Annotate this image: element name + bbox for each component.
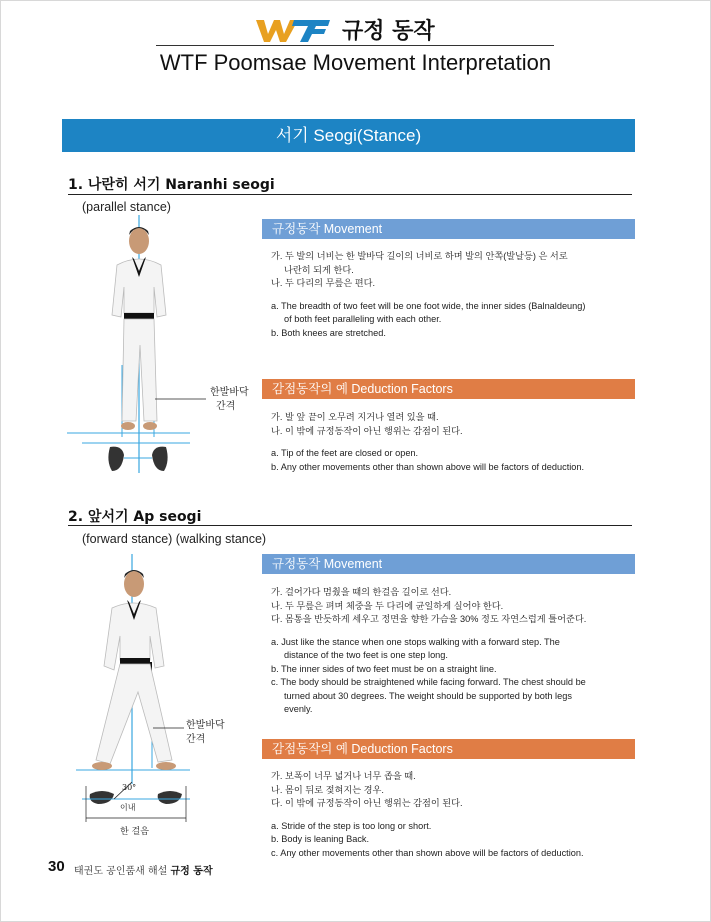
section-2-movement-text xyxy=(271,586,631,717)
section-1-rule xyxy=(68,194,632,195)
section-1-title: 1. 나란히 서기 Naranhi seogi xyxy=(68,177,275,193)
section-1-subtitle: (parallel stance) xyxy=(82,200,171,214)
figure-forward-stance xyxy=(62,554,262,844)
wtf-logo xyxy=(250,12,332,44)
section-band: 서기 Seogi(Stance) xyxy=(62,119,635,152)
figure-parallel-stance xyxy=(62,215,262,485)
footer-book-title: 태권도 공인품새 해설 xyxy=(74,866,168,877)
s2-mov-ko-3: 다. 몸통을 반듯하게 세우고 정면을 향한 가슴을 30% 정도 자연스럽게 틀어준다. xyxy=(271,614,587,624)
figure-1-gap-label-2: 간격 xyxy=(216,401,236,412)
s2-ded-ko-1: 가. 보폭이 너무 넓거나 너무 좁을 때. xyxy=(271,771,416,781)
section-2-deduction-text xyxy=(271,770,631,860)
figure-2-angle-label-2: 이내 xyxy=(120,803,136,812)
figure-1-gap-label-1: 한발바닥 xyxy=(210,387,249,398)
footer-chapter: 규정 동작 xyxy=(170,866,213,877)
s1-ded-ko-2: 나. 이 밖에 규정동작이 아닌 행위는 감점이 된다. xyxy=(271,425,463,436)
section-2-rule xyxy=(68,525,632,526)
s1-mov-en-3: b. Both knees are stretched. xyxy=(271,327,386,338)
s1-mov-ko-3: 나. 두 다리의 무릎은 편다. xyxy=(271,278,376,288)
header-rule xyxy=(156,45,554,46)
figure-2-gap-label-2: 간격 xyxy=(186,734,206,745)
s1-ded-en-2: b. Any other movements other than shown above will be factors of deduction. xyxy=(271,461,585,472)
section-1-movement-text xyxy=(271,250,631,340)
s2-mov-en-1: a. Just like the stance when one stops walking with a forward step. The xyxy=(271,636,560,647)
s1-ded-ko-1: 가. 발 앞 끝이 오무려 지거나 열려 있을 때. xyxy=(271,412,439,422)
s2-mov-ko-2: 나. 두 무릎은 펴며 체중을 두 다리에 균일하게 실어야 한다. xyxy=(271,600,504,611)
section-2-subtitle: (forward stance) (walking stance) xyxy=(82,532,267,546)
s2-ded-en-3: c. Any other movements other than shown above will be factors of deduction. xyxy=(271,847,584,858)
s1-mov-en-2: of both feet paralleling with each other. xyxy=(284,314,442,324)
section-2-movement-header: 규정동작 Movement xyxy=(262,554,635,574)
figure-2-gap-label-1: 한발바닥 xyxy=(186,720,225,731)
s2-ded-en-1: a. Stride of the step is too long or short. xyxy=(271,820,432,831)
s1-mov-ko-1: 가. 두 발의 너비는 한 발바닥 길이의 너비로 하며 발의 안쪽(발날등) 은 서로 xyxy=(271,251,568,261)
figure-2-angle-label-1: 30° xyxy=(122,783,137,792)
s2-mov-en-3: b. The inner sides of two feet must be on a straight line. xyxy=(271,663,497,674)
section-1-movement-header: 규정동작 Movement xyxy=(262,219,635,239)
s2-ded-en-2: b. Body is leaning Back. xyxy=(271,834,370,844)
s1-mov-en-1: a. The breadth of two feet will be one foot wide, the inner sides (Balnaldeung) xyxy=(271,300,586,311)
s2-mov-en-4: c. The body should be straightened while facing forward. The chest should be xyxy=(271,677,586,687)
page-number: 30 xyxy=(48,858,65,875)
section-2-title: 2. 앞서기 Ap seogi xyxy=(68,509,202,525)
section-1-deduction-header: 감점동작의 예 Deduction Factors xyxy=(262,379,635,399)
section-2-deduction-header: 감점동작의 예 Deduction Factors xyxy=(262,739,635,759)
figure-2-step-label: 한 걸음 xyxy=(120,827,149,837)
s2-mov-ko-1: 가. 걸어가다 멈췄을 때의 한걸음 길이로 선다. xyxy=(271,587,452,597)
s2-mov-en-6: evenly. xyxy=(284,704,313,714)
header-title-en: WTF Poomsae Movement Interpretation xyxy=(159,50,552,75)
s1-mov-ko-2: 나란히 되게 한다. xyxy=(284,264,354,275)
s2-ded-ko-2: 나. 몸이 뒤로 젖혀지는 경우. xyxy=(271,784,384,795)
s2-mov-en-2: distance of the two feet is one step long. xyxy=(284,650,448,660)
footer-text xyxy=(74,862,213,877)
s2-ded-ko-3: 다. 이 밖에 규정동작이 아닌 행위는 감점이 된다. xyxy=(271,798,463,808)
header-title-ko: 규정 동작 xyxy=(342,19,435,44)
s2-mov-en-5: turned about 30 degrees. The weight should be supported by both legs xyxy=(284,690,572,701)
section-1-deduction-text xyxy=(271,411,631,474)
s1-ded-en-1: a. Tip of the feet are closed or open. xyxy=(271,448,419,458)
